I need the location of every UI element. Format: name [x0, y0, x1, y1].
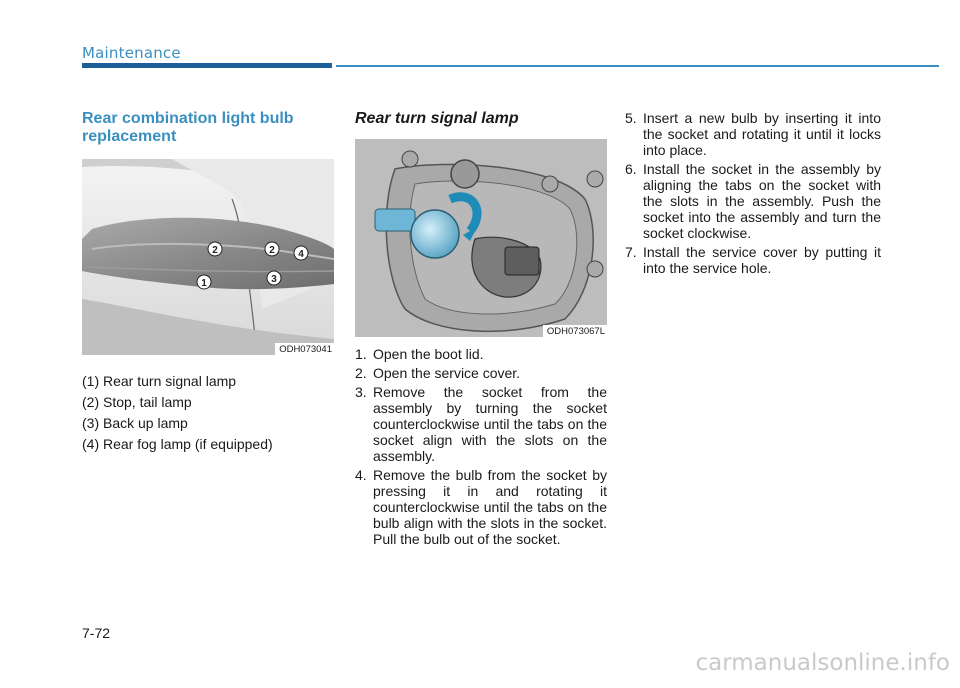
step-item [625, 161, 881, 241]
step-text: Remove the socket from the assembly by turning the socket counterclockwise until the tabs on the socket align with the slots on the assembly. [373, 384, 607, 464]
left-column [82, 110, 334, 457]
right-column [625, 110, 881, 279]
callout-markers [82, 159, 334, 355]
step-number: 2. [355, 365, 367, 381]
step-item [625, 110, 881, 158]
step-text: Open the boot lid. [373, 346, 484, 362]
callout-2a: 2 [212, 245, 218, 256]
middle-column [355, 110, 607, 550]
step-text: Install the service cover by putting it into the service hole. [643, 244, 881, 276]
step-number: 3. [355, 384, 367, 400]
page-number: 7-72 [82, 625, 111, 641]
figure-code: ODH073041 [275, 343, 334, 355]
step-text: Open the service cover. [373, 365, 521, 381]
left-section-title: Rear combination light bulb replacement [82, 110, 294, 145]
bulb-socket-illustration [355, 139, 607, 337]
legend-item: (3) Back up lamp [82, 415, 188, 431]
step-number: 5. [625, 110, 637, 126]
bulb-socket-figure [355, 139, 607, 337]
section-header: Maintenance [82, 44, 181, 62]
steps-list [625, 110, 881, 276]
step-item [355, 365, 607, 381]
middle-section-title: Rear turn signal lamp [355, 110, 519, 127]
header-rule-dark [82, 63, 332, 68]
step-item [355, 467, 607, 547]
watermark: carmanualsonline.info [695, 650, 950, 676]
step-number: 1. [355, 346, 367, 362]
callout-1: 1 [201, 278, 207, 289]
steps-list [355, 346, 607, 547]
lamp-legend-list [82, 373, 334, 453]
step-number: 6. [625, 161, 637, 177]
header-rule-light [336, 65, 939, 67]
step-item [625, 244, 881, 276]
legend-item: (2) Stop, tail lamp [82, 394, 192, 410]
legend-item: (4) Rear fog lamp (if equipped) [82, 436, 273, 452]
step-number: 7. [625, 244, 637, 260]
step-text: Install the socket in the assembly by aligning the tabs on the socket with the slots in the assembly. Push the socket into the assembly and turn the socket clockwise. [643, 161, 881, 241]
step-item [355, 346, 607, 362]
tail-light-figure [82, 159, 334, 355]
figure-code: ODH073067L [543, 325, 607, 337]
callout-4: 4 [298, 249, 304, 260]
step-number: 4. [355, 467, 367, 483]
callout-2b: 2 [269, 245, 275, 256]
callout-3: 3 [271, 274, 277, 285]
step-item [355, 384, 607, 464]
step-text: Remove the bulb from the socket by pressing it in and rotating it counterclockwise until the tabs on the bulb align with the slots in the socket. Pull the bulb out of the socket. [373, 467, 607, 547]
step-text: Insert a new bulb by inserting it into the socket and rotating it until it locks into place. [643, 110, 881, 158]
legend-item: (1) Rear turn signal lamp [82, 373, 237, 389]
